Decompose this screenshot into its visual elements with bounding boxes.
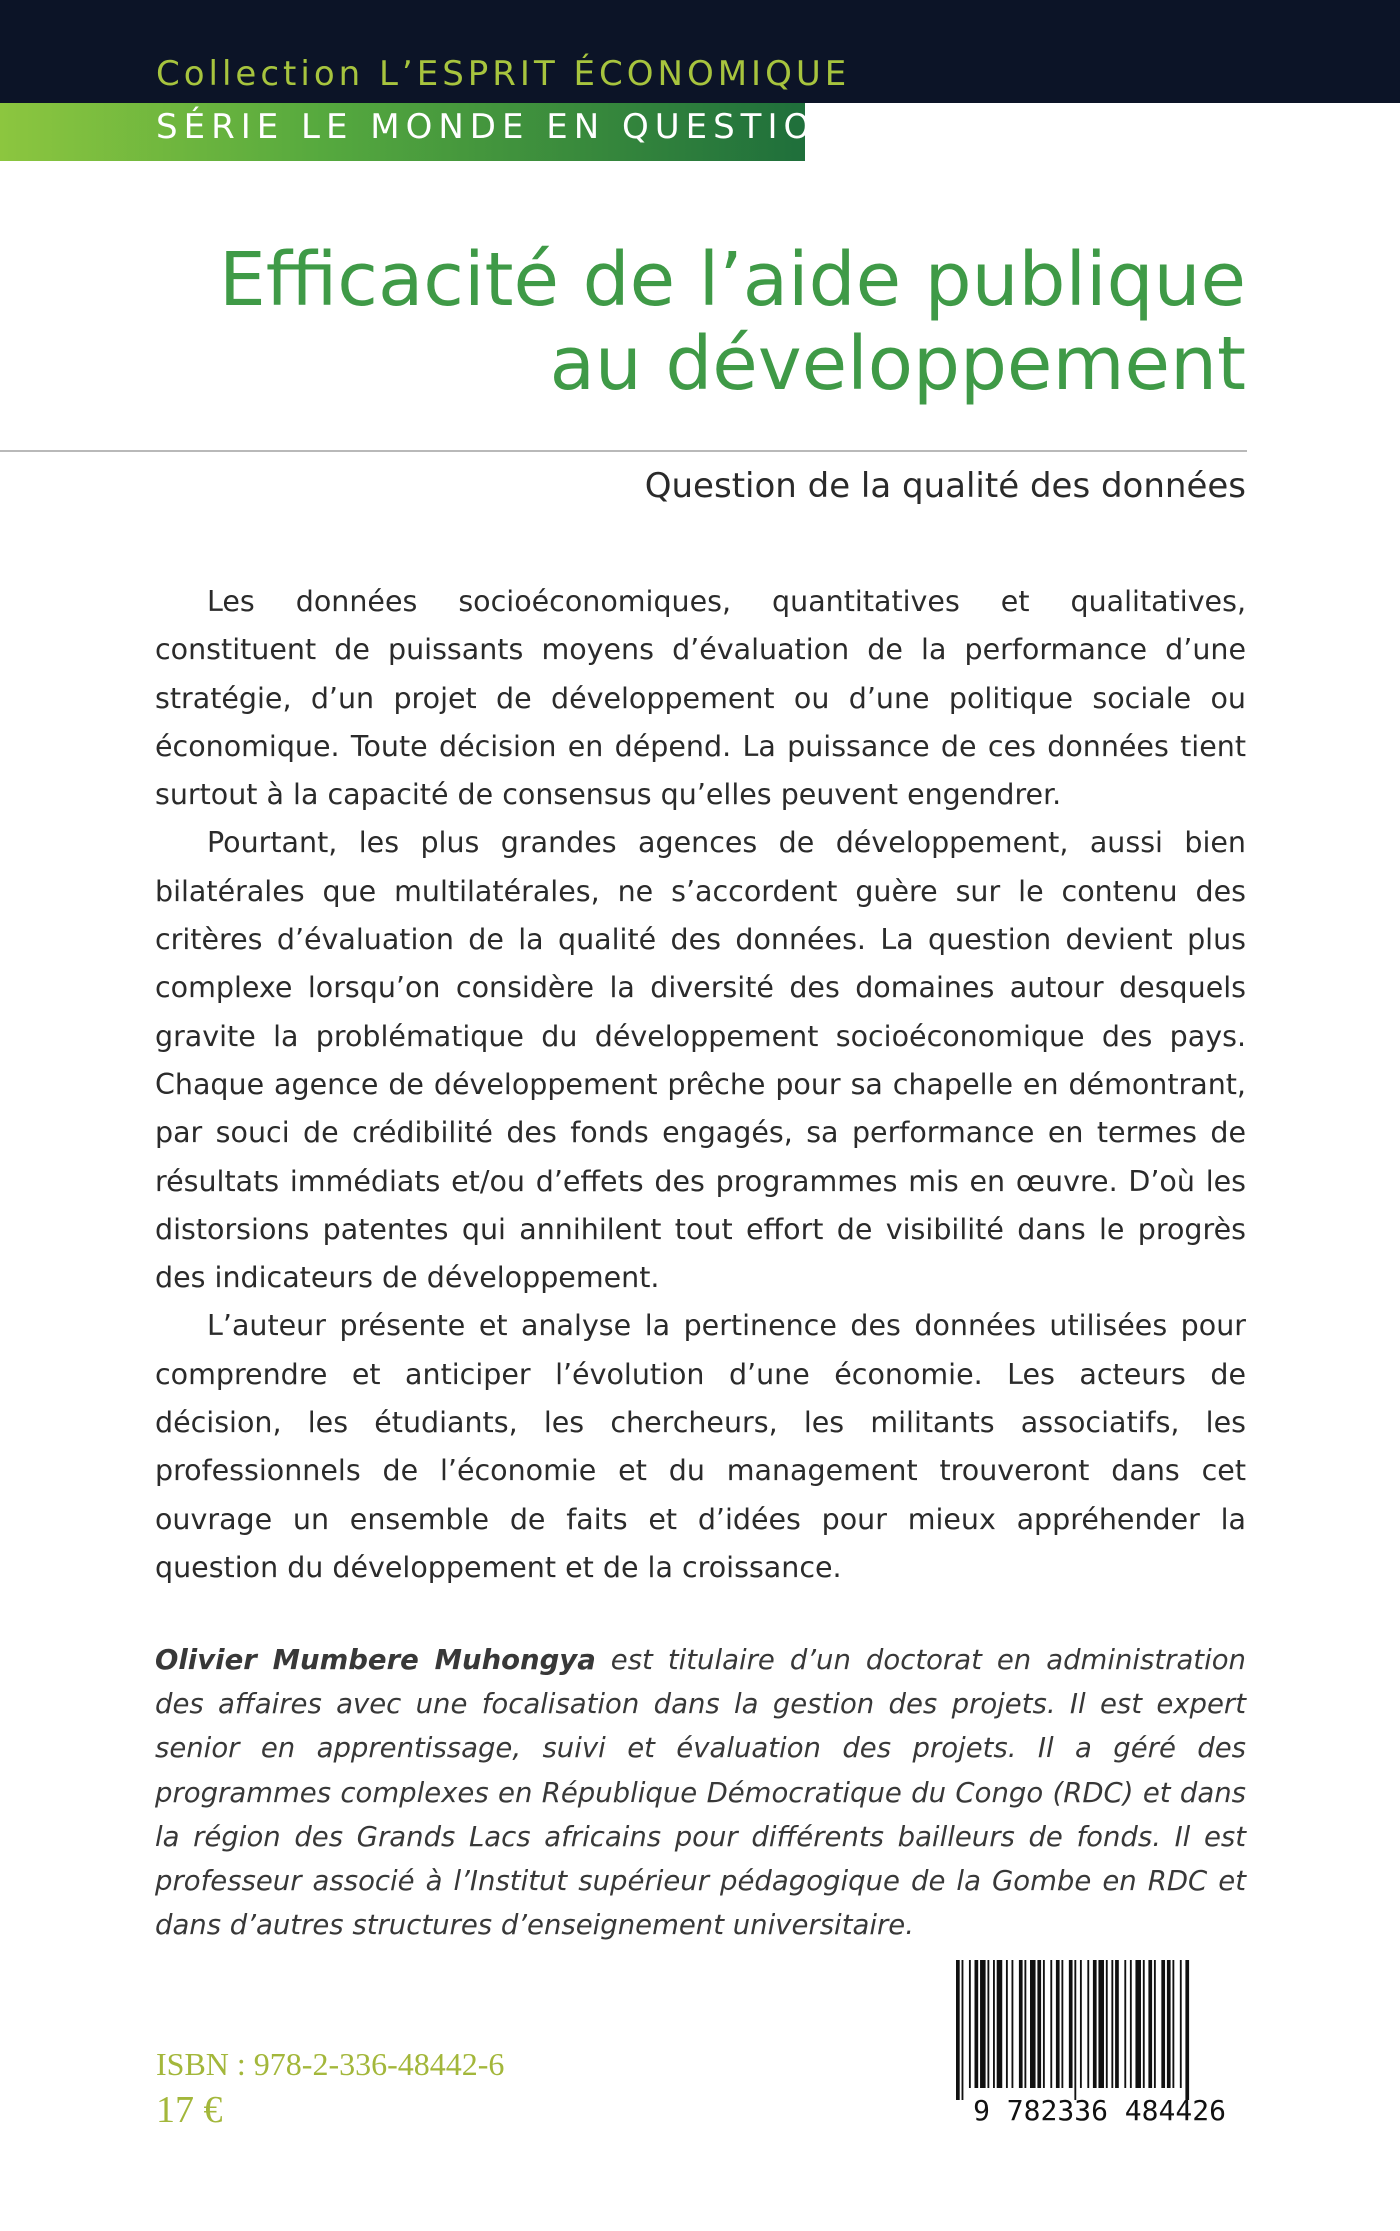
- book-title-line-1: Efficacité de l’aide publique: [218, 237, 1246, 323]
- author-name: Olivier Mumbere Muhongya: [155, 1644, 596, 1676]
- title-divider: [0, 450, 1247, 452]
- barcode-bar: [980, 1960, 986, 2088]
- barcode-bar: [1161, 1960, 1165, 2088]
- barcode-bar: [1098, 1960, 1104, 2088]
- barcode-bar: [993, 1960, 995, 2088]
- barcode-bar: [1180, 1960, 1182, 2088]
- barcode-bar: [1130, 1960, 1132, 2088]
- barcode-bar: [962, 1960, 964, 2100]
- book-title-line-2: au développement: [549, 321, 1246, 407]
- barcode-bar: [1037, 1960, 1041, 2088]
- barcode-bar: [1056, 1960, 1060, 2088]
- barcode-bar: [1080, 1960, 1082, 2088]
- barcode-bar: [1069, 1960, 1073, 2088]
- barcode-bar: [1074, 1960, 1076, 2100]
- author-bio: [155, 1638, 1246, 1947]
- barcode-bar: [1167, 1960, 1171, 2088]
- barcode-bar: [1043, 1960, 1045, 2088]
- barcode-bar: [1093, 1960, 1097, 2088]
- blurb-paragraph: Pourtant, les plus grandes agences de développement, aussi bien bilatérales que multilatérales, ne s’accordent guère sur le contenu des critères d’évaluation de la qualité des données. La question devient plus complexe lorsqu’on considère la diversité des domaines autour desquels gravite la problématique du développement socioéconomique des pays. Chaque agence de développement prêche pour sa chapelle en démontrant, par souci de crédibilité des fonds engagés, sa performance en termes de résultats immédiats et/ou d’effets des programmes mis en œuvre. D’où les distorsions patentes qui annihilent tout effort de visibilité dans le progrès des indicateurs de développement.: [155, 826, 1246, 1295]
- barcode-bar: [1115, 1960, 1119, 2088]
- barcode-bar: [1050, 1960, 1052, 2088]
- barcode-bar: [1124, 1960, 1126, 2088]
- barcode: [952, 1960, 1247, 2132]
- barcode-bar: [1019, 1960, 1023, 2088]
- barcode-bar: [1024, 1960, 1026, 2088]
- blurb-paragraph: Les données socioéconomiques, quantitatives et qualitatives, constituent de puissants moyens d’évaluation de la performance d’une stratégie, d’un projet de développement ou d’une politique sociale ou économique. Toute décision en dépend. La puissance de ces données tient surtout à la capacité de consensus qu’elles peuvent engendrer.: [155, 585, 1246, 812]
- barcode-bar: [1185, 1960, 1189, 2100]
- blurb-paragraph: L’auteur présente et analyse la pertinence des données utilisées pour comprendre et anticiper l’évolution d’une économie. Les acteurs de décision, les étudiants, les chercheurs, les militants associatifs, les professionnels de l’économie et du management trouveront dans cet ouvrage un ensemble de faits et d’idées pour mieux appréhender la question du développement et de la croissance.: [155, 1309, 1246, 1584]
- barcode-bar: [975, 1960, 979, 2088]
- barcode-bar: [1154, 1960, 1156, 2088]
- barcode-bar: [1148, 1960, 1152, 2088]
- barcode-bar: [1006, 1960, 1008, 2088]
- barcode-bar: [1106, 1960, 1108, 2088]
- barcode-bar: [1061, 1960, 1063, 2088]
- barcode-bar: [987, 1960, 989, 2088]
- barcode-bar: [1087, 1960, 1089, 2088]
- barcode-digits: 9 782336 484426: [973, 2094, 1226, 2127]
- price: 17 €: [156, 2089, 223, 2131]
- barcode-bar: [956, 1960, 960, 2100]
- author-bio-text: est titulaire d’un doctorat en administration des affaires avec une focalisation dans la gestion des projets. Il est expert senior en apprentissage, suivi et évaluation des projets. Il a géré des programmes complexes en République Démocratique du Congo (RDC) et dans la région des Grands Lacs africains pour différents bailleurs de fonds. Il est professeur associé à l’Institut supérieur pédagogique de la Gombe en RDC et dans d’autres structures d’enseignement universitaire.: [155, 1644, 1246, 1942]
- barcode-bar: [969, 1960, 971, 2088]
- barcode-bar: [1030, 1960, 1036, 2088]
- blurb: [155, 578, 1246, 1592]
- book-title: [146, 238, 1246, 406]
- barcode-bar: [997, 1960, 1003, 2088]
- barcode-bar: [1012, 1960, 1014, 2088]
- barcode-bars: [952, 1960, 1247, 2100]
- isbn: ISBN : 978-2-336-48442-6: [156, 2046, 505, 2082]
- collection-label: Collection L’ESPRIT ÉCONOMIQUE: [156, 54, 851, 94]
- barcode-bar: [1172, 1960, 1174, 2088]
- series-label: SÉRIE LE MONDE EN QUESTION: [156, 107, 848, 147]
- barcode-bar: [1111, 1960, 1113, 2088]
- book-subtitle: Question de la qualité des données: [644, 466, 1246, 506]
- barcode-bar: [1135, 1960, 1141, 2088]
- barcode-bar: [1143, 1960, 1145, 2088]
